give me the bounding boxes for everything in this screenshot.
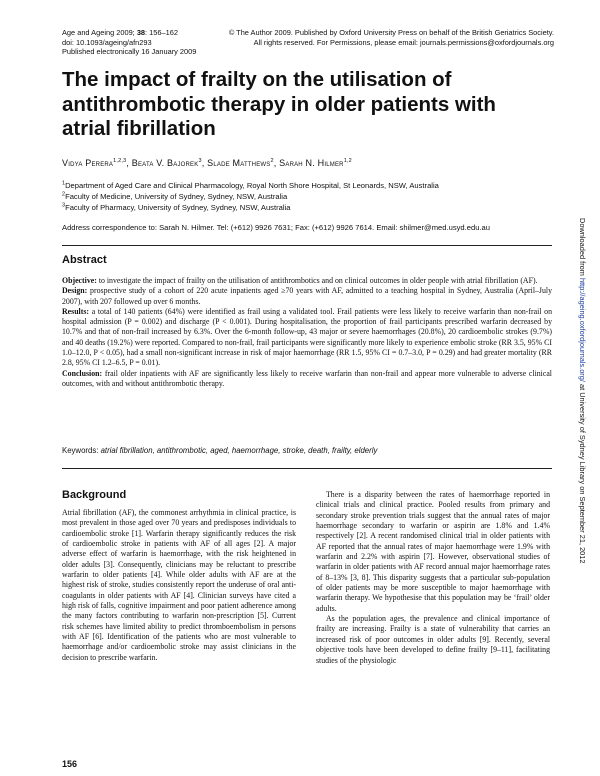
author[interactable]: Sarah N. Hilmer$^{1,2}$ (279, 158, 352, 168)
abstract-heading: Abstract (62, 254, 107, 266)
paragraph: There is a disparity between the rates of haemorrhage reported in clinical trials and clinical practice. Pooled results from primary and secondary stroke prevention trials suggest that the annual rates of major haemorrhage secondary to warfarin or aspirin are 1.8% and 1.4% respectively [2]. A recent randomised clinical trial in older patients with AF reported that the annual rates of major haemorrhage were 1.9% with warfarin and 2.2% with aspirin [7]. However, observational studies of warfarin in older patients with AF record annual major haemorrhage rates of 8–13% [3, 8]. This disparity suggests that a particular sub-population of older patients may be more susceptible to major haemorrhage with warfarin therapy. We hypothesise that this population may be ‘frail’ older adults. (316, 490, 550, 613)
citation-journal: Age and Ageing 2009; (62, 28, 135, 37)
paragraph: Atrial fibrillation (AF), the commonest arrhythmia in clinical practice, is most prevalent in those aged over 70 years and predisposes individuals to cardioembolic stroke [1]. Warfarin therapy significantly reduces the risk of cardioembolic stroke in patients with AF of all ages [2]. A major adverse effect of warfarin is haemorrhage, with the risk heightened in older adults [3]. Consequently, clinicians may be reluctant to prescribe warfarin to older patients [4]. While older adults with AF are at the highest risk of stroke, studies consistently report the underuse of oral anti-coagulants in older patients with AF [4]. Clinician surveys have cited a high risk of falls, cognitive impairment and poor patient adherence among the many factors contributing to warfarin non-prescription [5]. Current risk schemes have limited ability to predict thromboembolism in persons with AF [6]. Identification of the patients who are most vulnerable to haemorrhage and/or cardioembolic stroke may assist clinicians in the decision to prescribe warfarin. (62, 508, 296, 662)
article-title: The impact of frailty on the utilisation of antithrombotic therapy in older patients with atrial fibrillation (62, 68, 496, 140)
affiliation: $^3$Faculty of Pharmacy, University of Sydney, Sydney, NSW, Australia (62, 202, 291, 212)
journal-citation-block (62, 28, 196, 57)
divider (62, 245, 552, 246)
divider (62, 468, 552, 469)
abstract-conclusion: Conclusion: frail older inpatients with AF are significantly less likely to receive warfarin than non-frail and appear more vulnerable to adverse clinical outcomes, with and without antithrombotic therapy. (62, 368, 552, 388)
download-notice: Downloaded from http://ageing.oxfordjournals.org/ at University of Sydney Library on September 21, 2012 (578, 218, 587, 564)
citation-volume: 38 (136, 28, 146, 37)
affiliation: $^1$Department of Aged Care and Clinical Pharmacology, Royal North Shore Hospital, St Leonards, NSW, Australia (62, 180, 439, 190)
abstract-results: Results: a total of 140 patients (64%) were identified as frail using a validated tool. Frail patients were less likely to receive warfarin than non-frail on hospital admission (P = 0.002) and discharge (P < 0.001). During hospitalisation, the proportion of frail participants prescribed warfarin decreased by 10.7% and that of non-frail increased by 6.3%. Over the 6-month follow-up, 43 major or severe haemorrhages (20.8%), 20 cardioembolic strokes (9.7%) and 40 deaths (19.2%) were reported. Compared to non-frail, frail participants were significantly more likely to experience embolic stroke (RR 3.5, 95% CI 1.0–12.0, P < 0.05), had a small non-significant increase in risk of major haemorrhage (RR 1.5, 95% CI = 0.7–3.0, P = 0.29) and had greater mortality (RR 2.8, 95% CI 1.2–6.5, P = 0.01). (62, 306, 552, 368)
author[interactable]: Slade Matthews$^2$ (207, 158, 274, 168)
page-number: 156 (62, 759, 78, 769)
body-column-right (316, 490, 550, 666)
abstract-body (62, 276, 552, 389)
download-link[interactable]: http://ageing.oxfordjournals.org/ (578, 277, 587, 382)
abstract-objective: Objective: to investigate the impact of frailty on the utilisation of antithrombotics and on clinical outcomes in older people with atrial fibrillation (AF). (62, 276, 538, 285)
correspondence-address: Address correspondence to: Sarah N. Hilmer. Tel: (+612) 9926 7631; Fax: (+612) 9926 7614. Email: shilmer@med.usyd.edu.au (62, 223, 490, 232)
keywords (62, 446, 377, 455)
section-heading-background: Background (62, 489, 127, 501)
doi[interactable]: doi: 10.1093/ageing/afn293 (62, 37, 152, 47)
abstract-design: Design: prospective study of a cohort of 220 acute inpatients aged ≥70 years with AF, admitted to a teaching hospital in Sydney, Australia (April–July 2007), with 207 followed up over 6 months. (62, 286, 552, 306)
author-list: Vidya Perera$^{1,2,3}$, Beata V. Bajorek$^3$, Slade Matthews$^2$, Sarah N. Hilmer$^{1,2}$ (62, 158, 352, 168)
copyright-line-2: All rights reserved. For Permissions, please email: journals.permissions@oxfordjournals.org (253, 37, 554, 47)
copyright-line-1: © The Author 2009. Published by Oxford University Press on behalf of the British Geriatrics Society. (228, 28, 554, 37)
affiliations (62, 180, 439, 213)
author[interactable]: Vidya Perera$^{1,2,3}$ (62, 158, 127, 168)
published-date: Published electronically 16 January 2009 (62, 47, 197, 57)
keywords-label: Keywords: (62, 446, 99, 455)
citation-pages: : 156–162 (145, 28, 178, 37)
keywords-list: atrial fibrillation, antithrombotic, aged, haemorrhage, stroke, death, frailty, elderly (98, 446, 378, 455)
affiliation: $^2$Faculty of Medicine, University of Sydney, Sydney, NSW, Australia (62, 191, 288, 201)
paragraph: As the population ages, the prevalence and clinical importance of frailty are increasing. Frailty is a state of vulnerability that carries an increased risk of poor outcomes in older adults [9]. Recently, several objective tools have been developed to define frailty [9–11], facilitating studies of the physiologic (316, 614, 550, 665)
body-column-left (62, 508, 296, 663)
copyright-block (229, 28, 554, 47)
citation-line (62, 28, 196, 38)
author[interactable]: Beata V. Bajorek$^3$ (131, 158, 202, 168)
